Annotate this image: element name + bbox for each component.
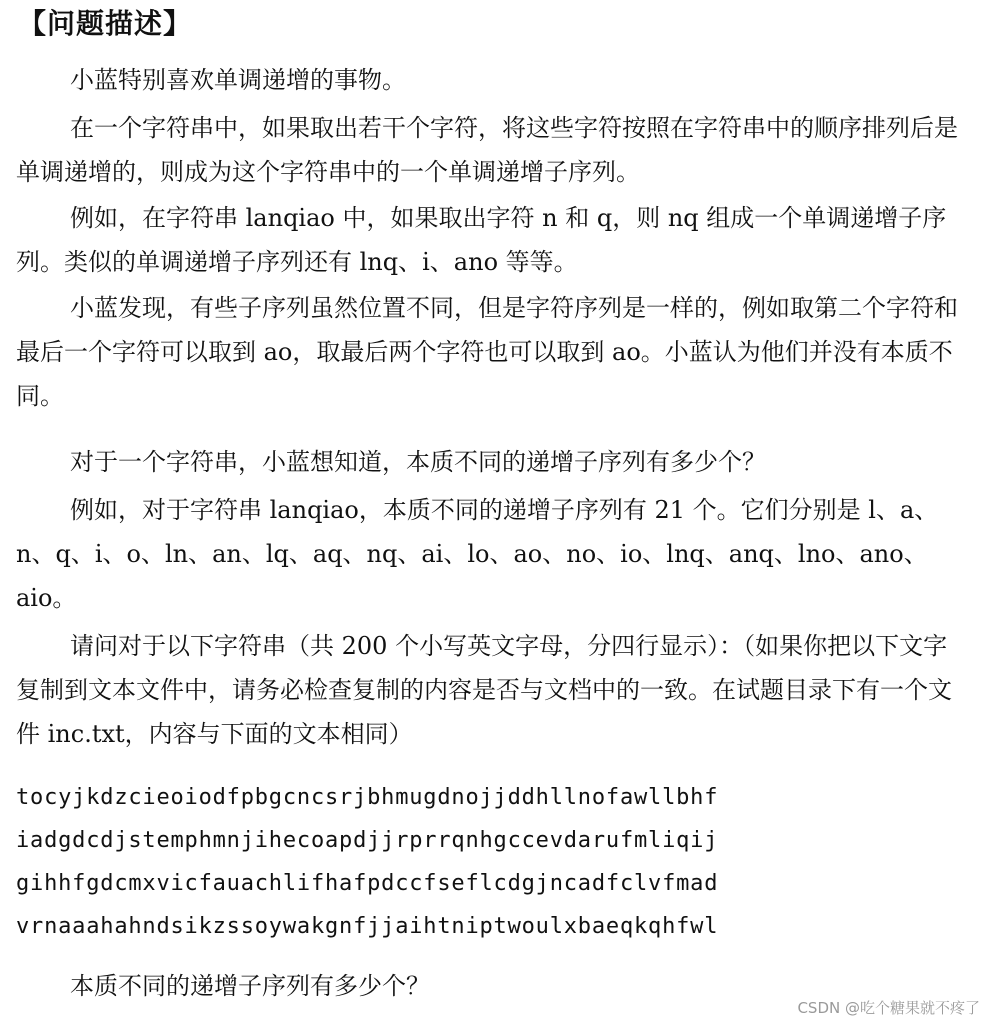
string-line-4: vrnaaahahndsikzssoywakgnfjjaihtniptwoulxbaeqkqhfwl <box>16 914 719 939</box>
paragraph-duplicate-note: 小蓝发现，有些子序列虽然位置不同，但是字符序列是一样的，例如取第二个字符和最后一个字符可以取到 ao，取最后两个字符也可以取到 ao。小蓝认为他们并没有本质不同。 <box>16 294 958 410</box>
paragraph-question: 对于一个字符串，小蓝想知道，本质不同的递增子序列有多少个？ <box>70 448 766 476</box>
paragraph-instructions: 请问对于以下字符串（共 200 个小写英文字母，分四行显示）：（如果你把以下文字复制到文本文件中，请务必检查复制的内容是否与文档中的一致。在试题目录下有一个文件 inc.txt，内容与下面的文本相同） <box>16 632 952 748</box>
paragraph-lanqiao-example: 例如，对于字符串 lanqiao，本质不同的递增子序列有 21 个。它们分别是 l、a、n、q、i、o、ln、an、lq、aq、nq、ai、lo、ao、no、io、lnq、anq、lno、ano、aio。 <box>16 496 939 612</box>
string-line-1: tocyjkdzcieoiodfpbgcncsrjbhmugdnojjddhllnofawllbhf <box>16 785 719 810</box>
paragraph-definition: 在一个字符串中，如果取出若干个字符，将这些字符按照在字符串中的顺序排列后是单调递增的，则成为这个字符串中的一个单调递增子序列。 <box>16 114 958 186</box>
csdn-watermark: CSDN @吃个糖果就不疼了 <box>797 999 980 1017</box>
paragraph-intro: 小蓝特别喜欢单调递增的事物。 <box>70 66 406 94</box>
input-string-block <box>16 776 966 948</box>
string-line-3: gihhfgdcmxvicfauachlifhafpdccfseflcdgjncadfclvfmad <box>16 871 719 896</box>
string-line-2: iadgdcdjstemphmnjihecoapdjjrprrqnhgccevdarufmliqij <box>16 828 719 853</box>
problem-heading: 【问题描述】 <box>18 7 193 40</box>
paragraph-final-question: 本质不同的递增子序列有多少个？ <box>70 972 430 1000</box>
paragraph-example: 例如，在字符串 lanqiao 中，如果取出字符 n 和 q，则 nq 组成一个单调递增子序列。类似的单调递增子序列还有 lnq、i、ano 等等。 <box>16 204 947 276</box>
